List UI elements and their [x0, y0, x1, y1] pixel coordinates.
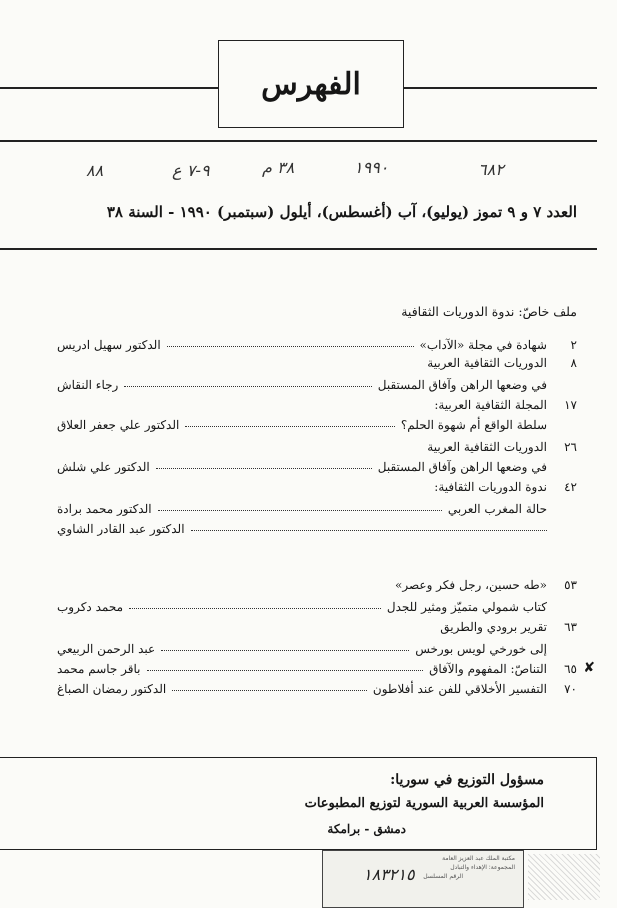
- contents-row: [57, 660, 595, 680]
- article-author: عبد الرحمن الربيعي: [57, 642, 156, 656]
- page-number: ٢٦: [564, 440, 577, 454]
- article-title: شهادة في مجلة «الآداب»: [419, 338, 547, 352]
- article-title: كتاب شمولي متميّز ومثير للجدل: [386, 600, 547, 614]
- dot-leader: [161, 650, 409, 651]
- stamp-line-1: مكتبة الملك عبد العزيز العامة: [442, 855, 515, 862]
- header-rule-bottom: [0, 248, 597, 250]
- dot-leader: [147, 670, 423, 671]
- handwritten-check-mark: ✘: [583, 660, 595, 676]
- dot-leader: [172, 690, 367, 691]
- article-author: رجاء النقاش: [57, 378, 119, 392]
- dot-leader: [129, 608, 381, 609]
- contents-row: [57, 440, 577, 458]
- title-rule-right: [404, 87, 597, 89]
- article-title: سلطة الواقع أم شهوة الحلم؟: [400, 418, 547, 432]
- page-number: ٦٣: [564, 620, 577, 634]
- article-title: المجلة الثقافية العربية:: [434, 398, 547, 412]
- contents-row: [57, 578, 577, 596]
- stamp-number: ١٨٣٢١٥: [363, 865, 415, 884]
- handwritten-note-5: ٦٨٢: [478, 160, 504, 179]
- issue-info: العدد ٧ و ٩ تموز (يوليو)، آب (أغسطس)، أيلول (سبتمبر) ١٩٩٠ - السنة ٣٨: [106, 203, 577, 221]
- article-author: الدكتور علي جعفر العلاق: [57, 418, 180, 432]
- contents-row: [57, 600, 577, 618]
- distribution-org: المؤسسة العربية السورية لتوزيع المطبوعات: [304, 796, 544, 811]
- article-author: الدكتور عبد القادر الشاوي: [57, 522, 185, 536]
- article-author: الدكتور رمضان الصباغ: [57, 682, 167, 696]
- handwritten-note-4: ١٩٩٠: [354, 158, 389, 177]
- header-rule-top: [0, 140, 597, 142]
- contents-row: [57, 460, 577, 478]
- article-author: الدكتور محمد برادة: [57, 502, 152, 516]
- article-title: في وضعها الراهن وآفاق المستقبل: [377, 378, 547, 392]
- page-number: ٥٣: [564, 578, 577, 592]
- contents-row: [57, 338, 577, 356]
- page-number: ٧٠: [564, 682, 577, 696]
- article-title: التناصّ: المفهوم والآفاق: [429, 662, 547, 676]
- page-number: ٤٢: [564, 480, 577, 494]
- library-stamp: [322, 850, 524, 908]
- contents-row: [57, 682, 577, 700]
- article-author: الدكتور علي شلش: [57, 460, 150, 474]
- article-author: محمد دكروب: [57, 600, 123, 614]
- contents-row: [57, 642, 577, 660]
- handwritten-note-2: ٩-٧ ع: [172, 161, 210, 180]
- contents-row: [57, 378, 577, 396]
- article-title: تقرير برودي والطريق: [440, 620, 547, 634]
- contents-row: [57, 522, 577, 540]
- page-number: ٢: [570, 338, 577, 352]
- stamp-texture: [528, 854, 600, 900]
- article-title: حالة المغرب العربي: [447, 502, 547, 516]
- article-title: التفسير الأخلاقي للفن عند أفلاطون: [372, 682, 547, 696]
- contents-row: [57, 502, 577, 520]
- page-number: ١٧: [564, 398, 577, 412]
- distribution-city: دمشق - برامكة: [327, 822, 406, 836]
- title-box: [218, 40, 404, 128]
- contents-row: [57, 620, 577, 638]
- dot-leader: [156, 468, 372, 469]
- article-title: «طه حسين، رجل فكر وعصر»: [395, 578, 547, 592]
- article-author: الدكتور سهيل ادريس: [57, 338, 161, 352]
- article-title: الدوريات الثقافية العربية: [427, 440, 547, 454]
- dot-leader: [191, 530, 547, 531]
- distribution-box: [0, 757, 597, 850]
- article-title: الدوريات الثقافية العربية: [427, 356, 547, 370]
- special-file-heading: ملف خاصّ: ندوة الدوريات الثقافية: [401, 304, 577, 319]
- contents-row: [57, 418, 577, 436]
- dot-leader: [124, 386, 372, 387]
- stamp-line-2: المجموعة: الإهداء والتبادل: [450, 864, 515, 871]
- title-rule-left: [0, 87, 218, 89]
- contents-row: [57, 480, 577, 498]
- dot-leader: [167, 346, 414, 347]
- article-author: باقر جاسم محمد: [57, 662, 141, 676]
- page-title: الفهرس: [261, 66, 361, 102]
- stamp-line-3: الرقم المسلسل: [423, 873, 463, 880]
- article-title: في وضعها الراهن وآفاق المستقبل: [377, 460, 547, 474]
- article-title: إلى خورخي لويس بورخس: [415, 642, 547, 656]
- dot-leader: [158, 510, 442, 511]
- handwritten-note-1: ٨٨: [86, 161, 104, 180]
- distribution-heading: مسؤول التوزيع في سوريا:: [390, 772, 544, 788]
- handwritten-note-3: ٣٨ م: [262, 158, 295, 177]
- page-number: ٦٥: [564, 662, 577, 676]
- dot-leader: [185, 426, 395, 427]
- page-number: ٨: [570, 356, 577, 370]
- contents-row: [57, 356, 577, 374]
- contents-row: [57, 398, 577, 416]
- article-title: ندوة الدوريات الثقافية:: [434, 480, 547, 494]
